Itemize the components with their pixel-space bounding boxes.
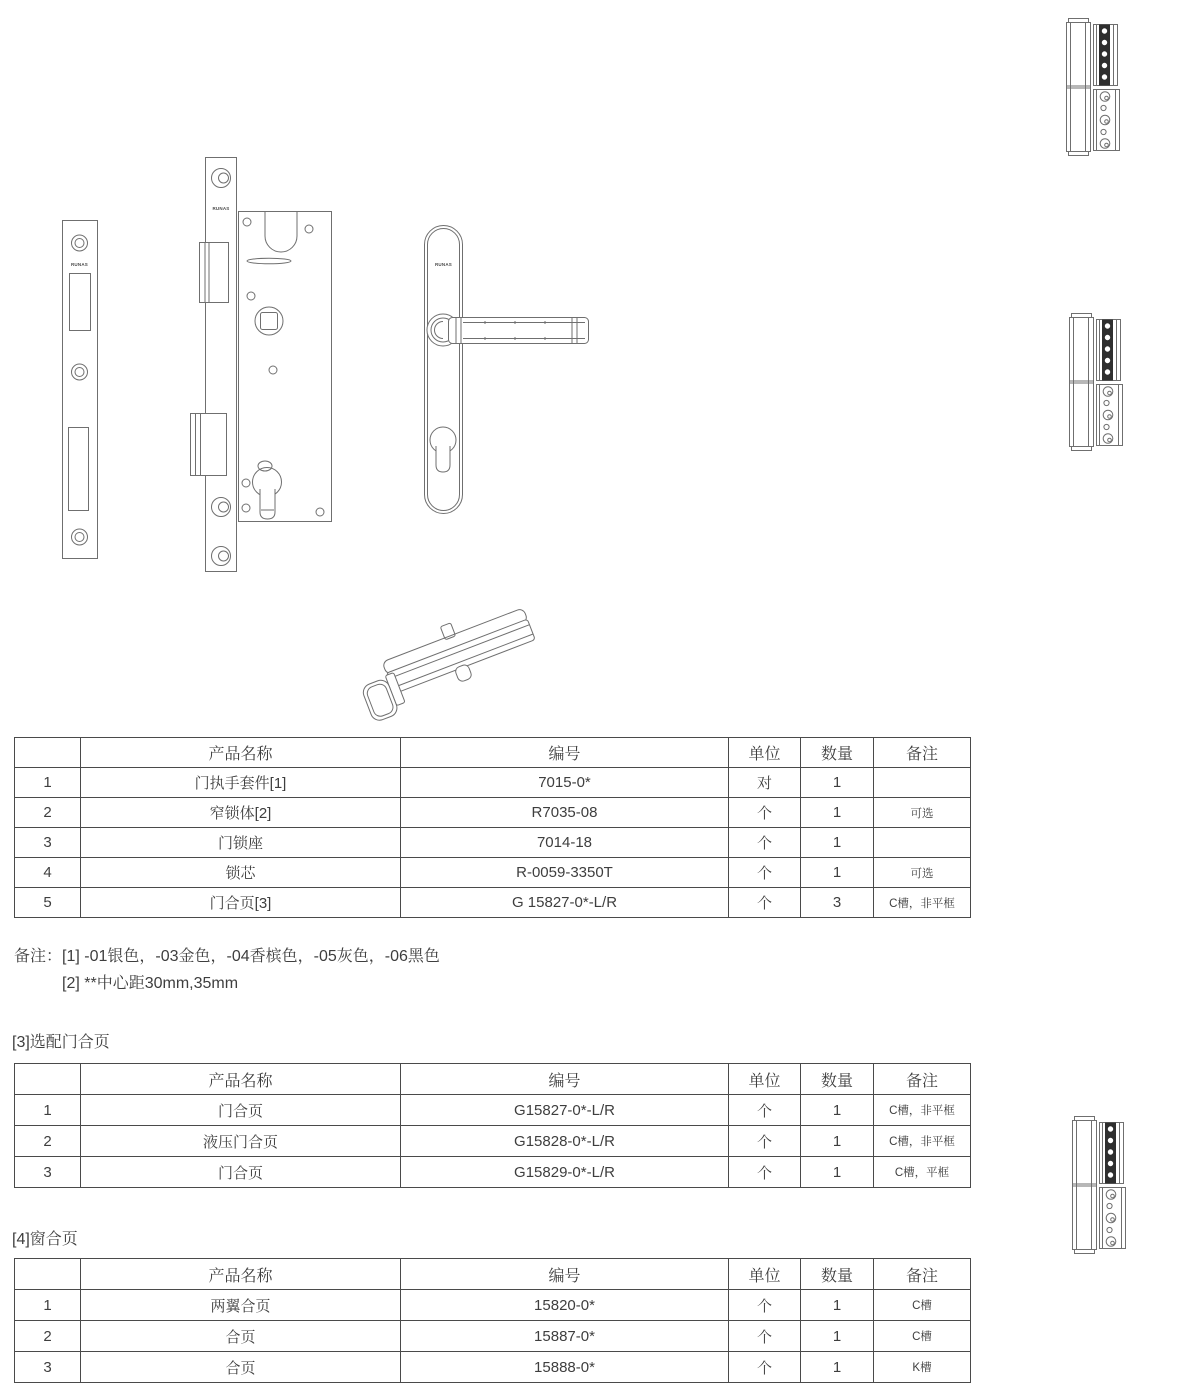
table-cell	[874, 828, 971, 858]
table-cell: 个	[729, 1321, 801, 1352]
section-title-door-hinges: [3]选配门合页	[12, 1034, 110, 1051]
parts-table-window-hinges	[14, 1258, 971, 1383]
table-cell: 个	[729, 858, 801, 888]
table-cell: 3	[801, 888, 874, 918]
table-cell: 1	[801, 1126, 874, 1157]
footnote-label: 备注：	[14, 948, 63, 965]
table-cell: 个	[729, 1126, 801, 1157]
footnote-lines	[62, 943, 440, 997]
table-cell: 门合页[3]	[81, 888, 401, 918]
table-cell: 15820-0*	[401, 1290, 729, 1321]
table-cell: 锁芯	[81, 858, 401, 888]
section-title-window-hinges: [4]窗合页	[12, 1231, 78, 1248]
table-cell: 合页	[81, 1352, 401, 1383]
header-row	[15, 1064, 971, 1095]
footnote-line-2: [2] **中心距30mm,35mm	[62, 975, 239, 993]
table-cell: 7014-18	[401, 828, 729, 858]
table-row	[15, 1290, 971, 1321]
header-row	[15, 738, 971, 768]
table-cell: 4	[15, 858, 81, 888]
table-row	[15, 1126, 971, 1157]
table-cell: 个	[729, 1157, 801, 1188]
column-header: 备注	[874, 1259, 971, 1290]
header-row	[15, 1259, 971, 1290]
table-cell: 2	[15, 798, 81, 828]
table-cell: 1	[801, 1321, 874, 1352]
latch-bolt	[200, 243, 229, 303]
table-cell: 个	[729, 888, 801, 918]
table-cell: 3	[15, 828, 81, 858]
table-cell: 可选	[874, 798, 971, 828]
column-header: 数量	[801, 1259, 874, 1290]
table-row	[15, 888, 971, 918]
footnote-line-1: [1] -01银色，-03金色，-04香槟色，-05灰色，-06黑色	[62, 948, 440, 965]
table-row	[15, 828, 971, 858]
table-cell: K槽	[874, 1352, 971, 1383]
faceplate	[206, 158, 237, 572]
parts-table-main	[14, 737, 971, 918]
table-cell: 15887-0*	[401, 1321, 729, 1352]
table-cell: C槽，平框	[874, 1157, 971, 1188]
table-cell: 门锁座	[81, 828, 401, 858]
strike-plate-drawing	[55, 212, 105, 568]
table-cell: R7035-08	[401, 798, 729, 828]
table-cell: 门合页	[81, 1095, 401, 1126]
table-cell: G 15827-0*-L/R	[401, 888, 729, 918]
column-header: 数量	[801, 1064, 874, 1095]
table-header	[15, 1259, 971, 1290]
column-header	[15, 1064, 81, 1095]
column-header: 产品名称	[81, 1064, 401, 1095]
table-cell: 1	[801, 1352, 874, 1383]
table-cell: 可选	[874, 858, 971, 888]
column-header	[15, 738, 81, 768]
table-cell: 1	[15, 1290, 81, 1321]
table-cell: C槽，非平框	[874, 1095, 971, 1126]
lever-handle	[449, 318, 589, 344]
lock-case	[239, 212, 332, 522]
table-cell: 1	[801, 1095, 874, 1126]
column-header: 单位	[729, 1064, 801, 1095]
column-header: 编号	[401, 1259, 729, 1290]
table-cell: 个	[729, 1352, 801, 1383]
table-cell: 3	[15, 1352, 81, 1383]
table-cell: 门执手套件[1]	[81, 768, 401, 798]
table-cell: G15827-0*-L/R	[401, 1095, 729, 1126]
table-cell: 7015-0*	[401, 768, 729, 798]
table-cell: 3	[15, 1157, 81, 1188]
table-cell: 窄锁体[2]	[81, 798, 401, 828]
table-cell: 15888-0*	[401, 1352, 729, 1383]
door-hinge-drawing-2	[1065, 311, 1127, 453]
table-cell: 对	[729, 768, 801, 798]
table-row	[15, 1321, 971, 1352]
table-row	[15, 798, 971, 828]
column-header: 单位	[729, 738, 801, 768]
table-cell: C槽，非平框	[874, 888, 971, 918]
table-cell: 5	[15, 888, 81, 918]
table-cell: 个	[729, 828, 801, 858]
door-hinge-drawing-1	[1062, 16, 1124, 158]
table-cell: 门合页	[81, 1157, 401, 1188]
table-cell: 2	[15, 1126, 81, 1157]
table-cell: 合页	[81, 1321, 401, 1352]
table-cell: G15828-0*-L/R	[401, 1126, 729, 1157]
table-row	[15, 1095, 971, 1126]
table-cell: 1	[15, 768, 81, 798]
lock-body-drawing	[185, 148, 340, 610]
table-cell: 1	[801, 858, 874, 888]
column-header: 数量	[801, 738, 874, 768]
column-header: 产品名称	[81, 738, 401, 768]
column-header: 备注	[874, 1064, 971, 1095]
table-cell: 个	[729, 1290, 801, 1321]
table-cell: 1	[801, 1290, 874, 1321]
table-cell: 1	[801, 798, 874, 828]
table-cell: C槽	[874, 1290, 971, 1321]
table-cell: 液压门合页	[81, 1126, 401, 1157]
table-row	[15, 1352, 971, 1383]
brand-logo: RUNAS	[70, 262, 89, 267]
table-cell: 1	[801, 768, 874, 798]
table-cell: 个	[729, 798, 801, 828]
table-cell: 1	[801, 828, 874, 858]
lock-cylinder-drawing	[352, 585, 542, 720]
table-cell: C槽	[874, 1321, 971, 1352]
brand-logo: RUNAS	[212, 206, 230, 211]
column-header	[15, 1259, 81, 1290]
table-cell: 2	[15, 1321, 81, 1352]
table-header	[15, 1064, 971, 1095]
table-cell: 两翼合页	[81, 1290, 401, 1321]
table-cell: 1	[801, 1157, 874, 1188]
table-cell: C槽，非平框	[874, 1126, 971, 1157]
column-header: 编号	[401, 738, 729, 768]
column-header: 产品名称	[81, 1259, 401, 1290]
table-cell	[874, 768, 971, 798]
table-cell: 1	[15, 1095, 81, 1126]
brand-logo: RUNAS	[434, 262, 453, 267]
table-row	[15, 768, 971, 798]
table-header	[15, 738, 971, 768]
table-cell: G15829-0*-L/R	[401, 1157, 729, 1188]
table-row	[15, 858, 971, 888]
column-header: 备注	[874, 738, 971, 768]
door-hinge-drawing-3	[1068, 1114, 1130, 1256]
column-header: 单位	[729, 1259, 801, 1290]
footnotes	[14, 943, 440, 997]
parts-table-door-hinges	[14, 1063, 971, 1188]
table-row	[15, 1157, 971, 1188]
column-header: 编号	[401, 1064, 729, 1095]
table-cell: 个	[729, 1095, 801, 1126]
table-cell: R-0059-3350T	[401, 858, 729, 888]
handle-set-drawing	[415, 218, 605, 538]
